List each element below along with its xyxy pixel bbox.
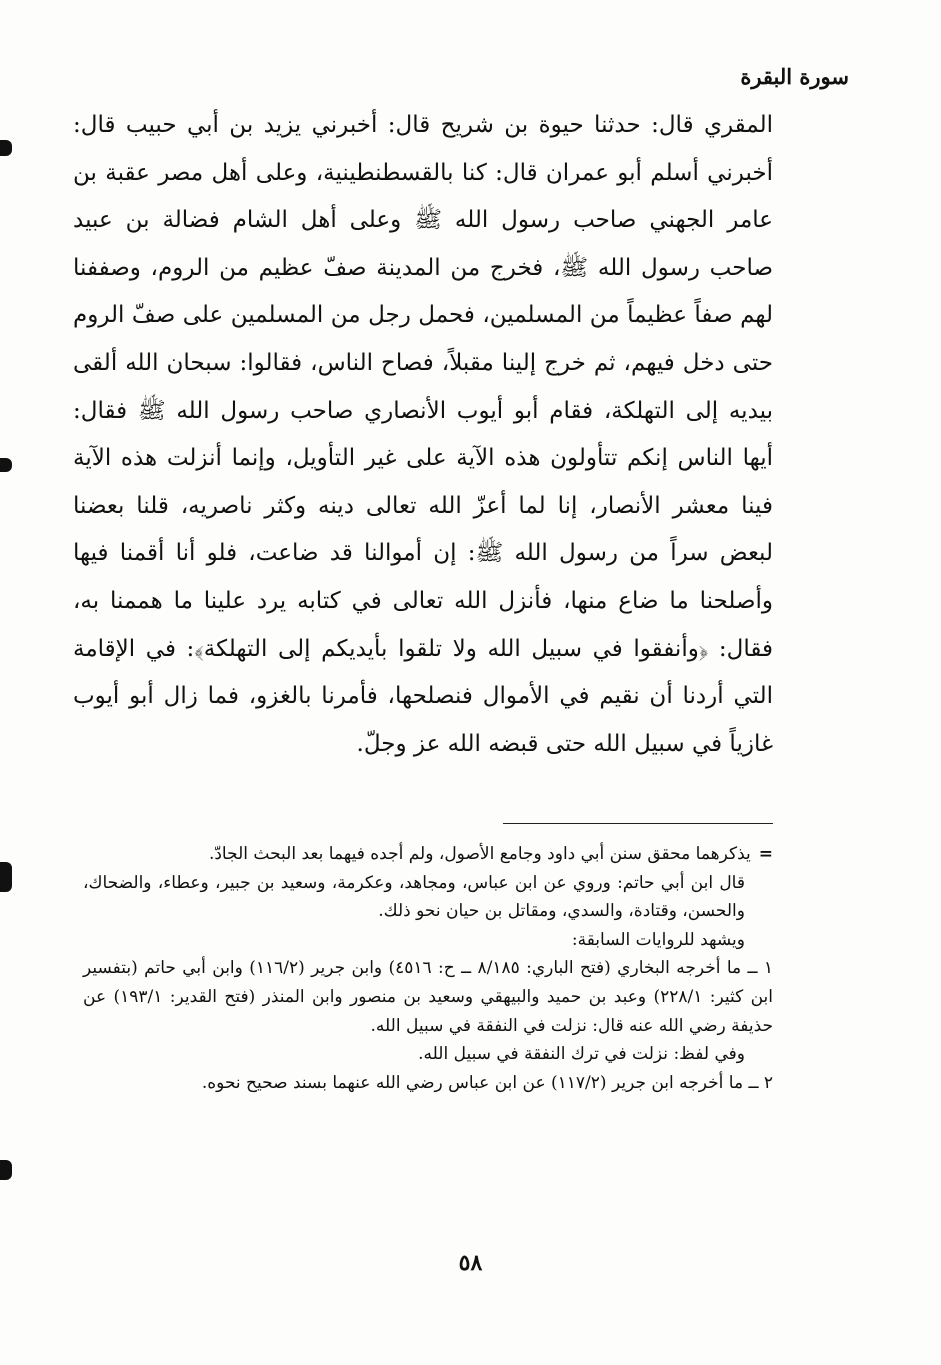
footnotes <box>83 840 773 1097</box>
footnote-item-2: ٢ ــ ما أخرجه ابن جرير (١١٧/٢) عن ابن عباس رضي الله عنهما بسند صحيح نحوه. <box>201 1072 773 1093</box>
footnote-continuation <box>83 840 773 869</box>
footnote-lafz: وفي لفظ: نزلت في ترك النفقة في سبيل الله. <box>418 1044 745 1065</box>
main-paragraph: المقري قال: حدثنا حيوة بن شريح قال: أخبرني يزيد بن أبي حبيب قال: أخبرني أسلم أبو عمران قال: كنا بالقسطنطينية، وعلى أهل مصر عقبة بن عامر الجهني صاحب رسول الله ﷺ وعلى أهل الشام فضالة بن عبيد صاحب رسول الله ﷺ، فخرج من المدينة صفّ عظيم من الروم، وصففنا لهم صفاً عظيماً من المسلمين، فحمل رجل من المسلمين على صفّ الروم حتى دخل فيهم، ثم خرج إلينا مقبلاً، فصاح الناس، فقالوا: سبحان الله ألقى بيديه إلى التهلكة، فقام أبو أيوب الأنصاري صاحب رسول الله ﷺ فقال: أيها الناس إنكم تتأولون هذه الآية على غير التأويل، وإنما أنزلت هذه الآية فينا معشر الأنصار، إنا لما أعزّ الله تعالى دينه وكثر ناصريه، قلنا بعضنا لبعض سراً من رسول الله ﷺ: إن أموالنا قد ضاعت، فلو أنا أقمنا فيها وأصلحنا ما ضاع منها، فأنزل الله تعالى في كتابه يرد علينا ما هممنا به، فقال: ﴿وأنفقوا في سبيل الله ولا تلقوا بأيديكم إلى التهلكة﴾: في الإقامة التي أردنا أن نقيم في الأموال فنصلحها، فأمرنا بالغزو، فما زال أبو أيوب غازياً في سبيل الله حتى قبضه الله عز وجلّ. <box>73 112 773 757</box>
page-number: ٥٨ <box>458 1250 483 1276</box>
footnote-abi-hatim: قال ابن أبي حاتم: وروي عن ابن عباس، ومجاهد، وعكرمة، وسعيد بن جبير، وعطاء، والضحاك، والحسن، وقتادة، والسدي، ومقاتل بن حيان نحو ذلك. <box>83 872 745 922</box>
edge-mark <box>0 862 12 892</box>
continuation-mark: = <box>758 844 773 864</box>
footnote-item-1: ١ ــ ما أخرجه البخاري (فتح الباري: ٨/١٨٥ ــ ح: ٤٥١٦) وابن جرير (١١٦/٢) وابن أبي حاتم (بتفسير ابن كثير: ٢٢٨/١) وعبد بن حميد والبيهقي وسعيد بن منصور وابن المنذر (فتح القدير: ١٩٣/١) عن حذيفة رضي الله عنه قال: نزلت في النفقة في سبيل الله. <box>83 958 774 1036</box>
edge-mark <box>0 1160 12 1180</box>
footnote-separator <box>503 823 773 824</box>
edge-mark <box>0 458 12 472</box>
edge-mark <box>0 140 12 156</box>
main-text <box>73 102 773 768</box>
footnote-witness-intro: ويشهد للروايات السابقة: <box>571 929 745 950</box>
footnote-continuation-text: يذكرهما محقق سنن أبي داود وجامع الأصول، ولم أجده فيهما بعد البحث الجادّ. <box>208 844 751 864</box>
running-head: سورة البقرة <box>740 64 849 89</box>
